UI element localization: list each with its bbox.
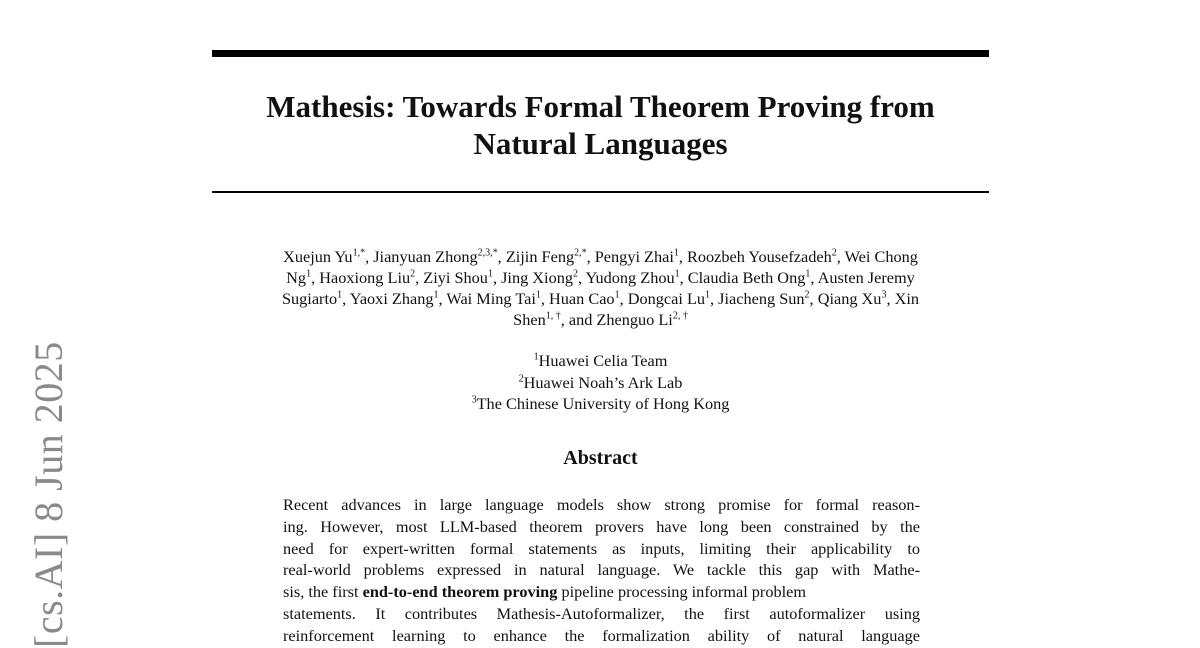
author-line-1: Xuejun $Yu^{1,*}$, Jianyuan Zhong$^{2,3,*}$, Zijin Feng$^{2,*}$, Pengyi Zhai$^1$, Roozbeh Yousefzadeh$^2$, Wei Chong (283, 247, 918, 266)
author-name: Yaoxi Zhang (349, 289, 434, 308)
author-name: Ziyi Shou (423, 268, 488, 287)
affiliation-name: The Chinese University of Hong Kong (476, 394, 730, 413)
author-affiliation-mark: 1 (337, 289, 343, 301)
author-name: Pengyi Zhai (594, 247, 674, 266)
author-name-part: Shen (513, 310, 546, 329)
affiliation-mark: 3 (471, 394, 477, 406)
author-affiliation-mark: 2 (831, 247, 837, 259)
author-affiliation-mark: 2 (804, 289, 810, 301)
affiliation-item (212, 372, 989, 394)
affiliation-mark: 2 (518, 373, 524, 385)
abstract-body (283, 494, 920, 647)
author-affiliation-mark: 2,* (574, 247, 587, 259)
author-affiliation-mark: 2,3,* (477, 247, 498, 259)
author-name: Xuejun Yu (283, 247, 353, 266)
title-divider (212, 191, 989, 193)
author-affiliation-mark: 3 (881, 289, 887, 301)
author-affiliation-mark: 2 (573, 268, 578, 280)
author-name: Roozbeh Yousefzadeh (687, 247, 832, 266)
title-line-2: Natural Languages (473, 126, 728, 161)
author-affiliation-mark: 2, † (672, 310, 688, 322)
author-name: Qiang Xu (817, 289, 882, 308)
author-affiliation-mark: 1,* (352, 247, 366, 259)
author-name-part: Wei Chong (844, 247, 918, 266)
top-rule (212, 50, 989, 57)
paper-title (212, 88, 989, 162)
author-list (212, 246, 989, 330)
affiliation-list (212, 350, 989, 415)
affiliation-name: Huawei Noah’s Ark Lab (523, 372, 683, 392)
author-affiliation-mark: 1 (705, 289, 711, 301)
author-affiliation-mark: 2 (410, 268, 416, 280)
affiliation-item (212, 350, 989, 372)
author-name: Zijin Feng (505, 247, 575, 266)
author-affiliation-mark: 1 (306, 268, 312, 280)
author-affiliation-mark: 1 (433, 289, 439, 301)
abstract-line: real-world problems expressed in natural language. We tackle this gap with Mathe- (283, 560, 920, 580)
arxiv-stamp: [cs.AI] 8 Jun 2025 (26, 341, 71, 648)
affiliation-item (212, 393, 989, 415)
abstract-line: Recent advances in large language models show strong promise for formal reason- (283, 495, 920, 514)
author-name: Jing Xiong (501, 268, 573, 287)
abstract-line: need for expert-written formal statements as inputs, limiting their applicability to (283, 538, 920, 558)
author-line-2: Ng$^1$, Haoxiong Liu$^2$, Ziyi Shou$^1$, Jing Xiong$^2$, Yudong Zhou$^1$, Claudia Beth Ong$^1$, Austen Jeremy (286, 268, 915, 287)
author-affiliation-mark: 1 (487, 268, 493, 280)
author-name: Huan Cao (549, 289, 615, 308)
author-line-3: Sugiarto$^1$, Yaoxi Zhang$^1$, Wai Ming Tai$^1$, Huan Cao$^1$, Dongcai Lu$^1$, Jiacheng Sun$^2$, Qiang Xu$^3$, Xin (281, 289, 920, 308)
author-name: Yudong Zhou (585, 268, 675, 287)
affiliation-name: Huawei Celia Team (538, 351, 668, 370)
title-line-1: Mathesis: Towards Formal Theorem Proving from (266, 89, 935, 124)
abstract-line: statements. It contributes Mathesis-Autoformalizer, the first autoformalizer using (283, 603, 920, 623)
author-affiliation-mark: 1, † (545, 310, 561, 322)
author-name-part: Austen Jeremy (817, 268, 915, 287)
author-name: Jianyuan Zhong (373, 247, 478, 266)
abstract-heading: Abstract (563, 447, 638, 469)
author-affiliation-mark: 1 (535, 289, 541, 301)
author-affiliation-mark: 1 (674, 268, 680, 280)
author-name: Claudia Beth Ong (687, 268, 806, 287)
author-affiliation-mark: 1 (673, 247, 679, 259)
author-name-part: Sugiarto (281, 289, 338, 308)
abstract-line: sis, the first end-to-end theorem proving pipeline processing informal problem (283, 582, 807, 602)
author-name-part: Xin (894, 289, 920, 308)
author-name: Jiacheng Sun (718, 289, 805, 308)
author-affiliation-mark: 1 (805, 268, 811, 280)
author-name: Haoxiong Liu (319, 268, 411, 287)
affiliation-mark: 1 (533, 351, 539, 363)
author-affiliation-mark: 1 (614, 289, 620, 301)
author-name: Zhenguo Li (596, 310, 673, 329)
abstract-line: ing. However, most LLM-based theorem provers have long been constrained by the (283, 516, 920, 536)
author-name: Wai Ming Tai (446, 289, 536, 308)
abstract-line: reinforcement learning to enhance the formalization ability of natural language (283, 625, 920, 645)
author-name: Dongcai Lu (627, 289, 706, 308)
author-name-part: Ng (286, 268, 307, 287)
abstract-emphasis: end-to-end theorem proving (362, 582, 558, 602)
author-line-4: Shen$^{1, \dagger}$, and Zhenguo $Li^{2, \dagger}$ (513, 310, 688, 329)
